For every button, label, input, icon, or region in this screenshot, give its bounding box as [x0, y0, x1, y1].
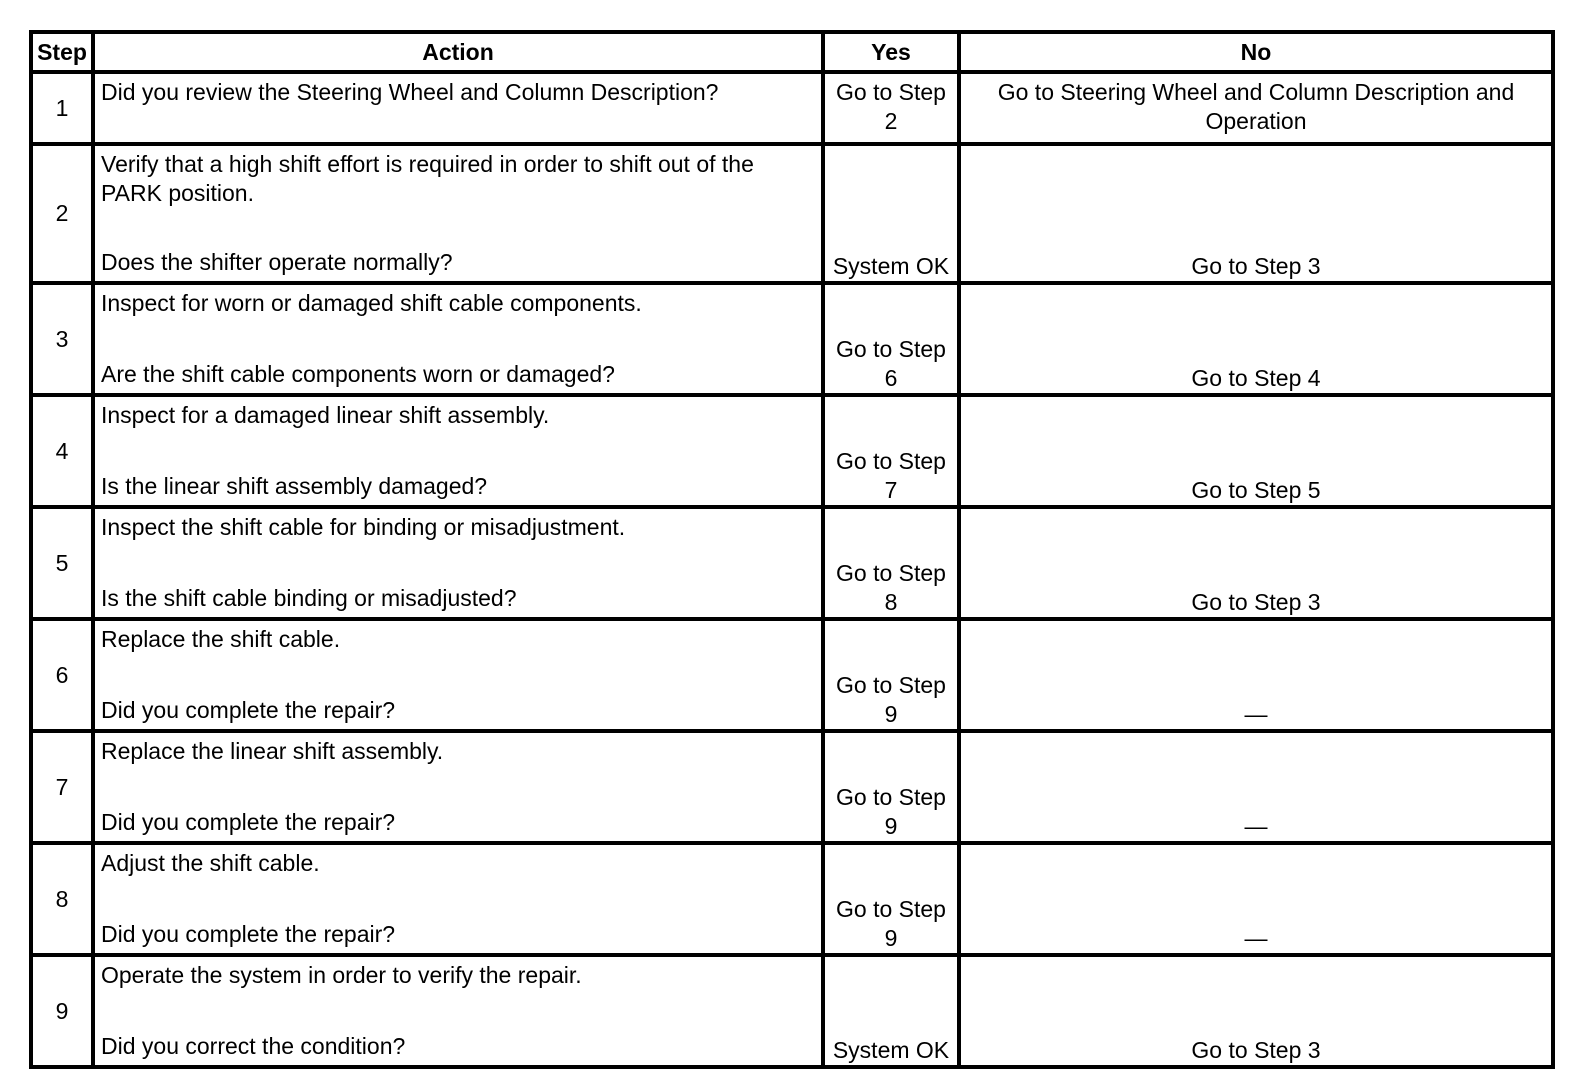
- action-question: Did you complete the repair?: [101, 921, 396, 947]
- table-row: [31, 955, 1553, 1067]
- table-header: [31, 32, 1553, 72]
- action-cell: [93, 843, 823, 955]
- yes-cell: [823, 731, 959, 843]
- action-cell: [93, 395, 823, 507]
- action-question: Did you complete the repair?: [101, 697, 396, 723]
- yes-result: Go to Step 9: [836, 672, 946, 727]
- action-cell: [93, 507, 823, 619]
- table-row: [31, 395, 1553, 507]
- yes-result: System OK: [832, 253, 950, 279]
- action-question: Did you complete the repair?: [101, 809, 396, 835]
- step-number: 2: [31, 144, 93, 283]
- action-question: Is the linear shift assembly damaged?: [101, 473, 488, 499]
- action-instruction: Adjust the shift cable.: [101, 850, 320, 876]
- action-question: Is the shift cable binding or misadjusted?: [101, 585, 517, 611]
- yes-result: Go to Step 9: [836, 784, 946, 839]
- yes-cell: [823, 395, 959, 507]
- action-instruction: Inspect for worn or damaged shift cable components.: [101, 290, 642, 316]
- no-result: —: [1244, 701, 1268, 727]
- no-cell: [959, 955, 1553, 1067]
- step-number: 8: [31, 843, 93, 955]
- table-body: [31, 72, 1553, 1067]
- action-cell: [93, 283, 823, 395]
- step-number: 3: [31, 283, 93, 395]
- step-number: 9: [31, 955, 93, 1067]
- action-question: Did you correct the condition?: [101, 1033, 406, 1059]
- step-number: 7: [31, 731, 93, 843]
- yes-cell: [823, 144, 959, 283]
- no-result: Go to Step 4: [1191, 365, 1321, 391]
- yes-cell: [823, 619, 959, 731]
- action-instruction: Inspect for a damaged linear shift assembly.: [101, 402, 550, 428]
- no-cell: [959, 72, 1553, 144]
- action-cell: [93, 619, 823, 731]
- no-cell: [959, 843, 1553, 955]
- yes-result: Go to Step 2: [836, 79, 946, 134]
- yes-result: Go to Step 8: [836, 560, 946, 615]
- action-cell: [93, 144, 823, 283]
- table-row: [31, 283, 1553, 395]
- action-question: Are the shift cable components worn or damaged?: [101, 361, 615, 387]
- header-yes: Yes: [823, 32, 959, 72]
- header-step: Step: [31, 32, 93, 72]
- action-instruction: Replace the shift cable.: [101, 626, 341, 652]
- no-result: Go to Step 3: [1191, 1037, 1321, 1063]
- no-result: Go to Steering Wheel and Column Description and Operation: [997, 79, 1515, 134]
- yes-cell: [823, 843, 959, 955]
- no-result: Go to Step 5: [1191, 477, 1321, 503]
- no-result: —: [1244, 813, 1268, 839]
- action-cell: [93, 731, 823, 843]
- yes-result: Go to Step 6: [836, 336, 946, 391]
- no-result: Go to Step 3: [1191, 253, 1321, 279]
- header-row: [31, 32, 1553, 72]
- action-cell: [93, 72, 823, 144]
- yes-result: Go to Step 9: [836, 896, 946, 951]
- action-line: Did you review the Steering Wheel and Column Description?: [101, 79, 719, 105]
- action-instruction: Inspect the shift cable for binding or misadjustment.: [101, 514, 626, 540]
- table-row: [31, 72, 1553, 144]
- header-action: Action: [93, 32, 823, 72]
- yes-cell: [823, 283, 959, 395]
- no-result: Go to Step 3: [1191, 589, 1321, 615]
- no-cell: [959, 731, 1553, 843]
- yes-cell: [823, 955, 959, 1067]
- diagnostic-table: [29, 30, 1555, 1069]
- action-cell: [93, 955, 823, 1067]
- no-cell: [959, 144, 1553, 283]
- action-instruction: Verify that a high shift effort is required in order to shift out of the PARK position.: [101, 151, 754, 206]
- step-number: 6: [31, 619, 93, 731]
- step-number: 5: [31, 507, 93, 619]
- yes-cell: [823, 507, 959, 619]
- table-row: [31, 731, 1553, 843]
- yes-cell: [823, 72, 959, 144]
- table-row: [31, 619, 1553, 731]
- yes-result: System OK: [832, 1037, 950, 1063]
- no-result: —: [1244, 925, 1268, 951]
- header-no: No: [959, 32, 1553, 72]
- yes-result: Go to Step 7: [836, 448, 946, 503]
- action-instruction: Replace the linear shift assembly.: [101, 738, 444, 764]
- no-cell: [959, 507, 1553, 619]
- no-cell: [959, 619, 1553, 731]
- table-row: [31, 144, 1553, 283]
- step-number: 4: [31, 395, 93, 507]
- action-question: Does the shifter operate normally?: [101, 249, 453, 275]
- action-instruction: Operate the system in order to verify the repair.: [101, 962, 582, 988]
- table-row: [31, 507, 1553, 619]
- step-number: 1: [31, 72, 93, 144]
- no-cell: [959, 283, 1553, 395]
- no-cell: [959, 395, 1553, 507]
- table-row: [31, 843, 1553, 955]
